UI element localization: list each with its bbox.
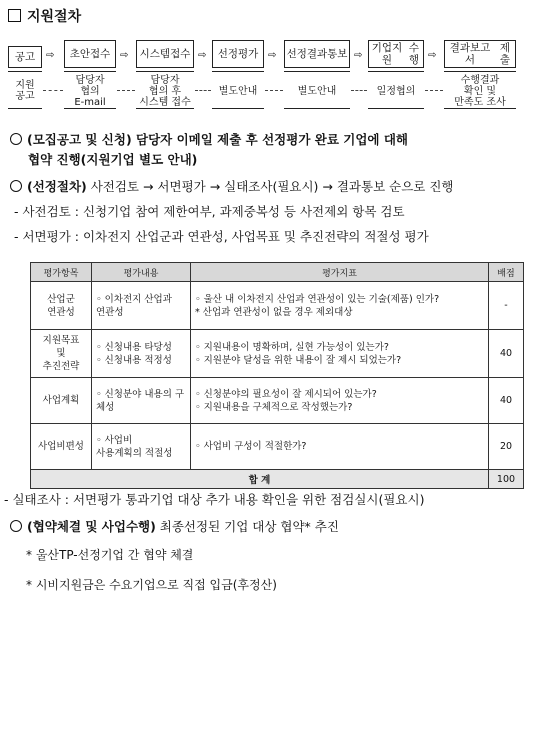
table-row: [31, 282, 524, 330]
flow-step: [136, 40, 194, 109]
flow-step-detail: 담당자 협의 후 시스템 접수: [136, 71, 194, 109]
cell-indicator: ◦ 지원내용이 명확하며, 실현 가능성이 있는가? ◦ 지원분야 달성을 위한 내용이 잘 제시 되었는가?: [191, 330, 489, 378]
cell-item: 사업비편성: [31, 424, 92, 470]
note-agreement: * 울산TP-선정기업 간 협약 체결: [26, 548, 194, 562]
flow-step-detail: 별도안내: [212, 71, 264, 109]
flow-arrow-icon: ⇨: [120, 50, 129, 61]
flow-step: [284, 40, 350, 109]
flow-connector: [43, 90, 63, 91]
cell-indicator: ◦ 사업비 구성이 적절한가?: [191, 424, 489, 470]
cell-score: 40: [489, 378, 524, 424]
para-recruitment: (모집공고 및 신청) 담당자 이메일 제출 후 선정평가 완료 기업에 대해: [10, 131, 408, 149]
flow-step-detail: 수행결과 확인 및 만족도 조사: [444, 71, 516, 109]
para-prereview: - 사전검토 : 신청기업 참여 제한여부, 과제중복성 등 사전제외 항목 검토: [14, 204, 405, 219]
header-indicator: 평가지표: [191, 263, 489, 282]
cell-item: 사업계획: [31, 378, 92, 424]
cell-content: ◦ 이차전지 산업과 연관성: [92, 282, 191, 330]
cell-score: 40: [489, 330, 524, 378]
flow-step-detail: 담당자 협의 E-mail: [64, 71, 116, 109]
section-title: [8, 6, 81, 26]
table-row: [31, 330, 524, 378]
flow-step-header: 선정결과 통보: [284, 40, 350, 68]
para-document-review: - 서면평가 : 이차전지 산업군과 연관성, 사업목표 및 추진전략의 적절성 평가: [14, 229, 429, 244]
table-header-row: [31, 263, 524, 282]
circle-bullet-icon: [10, 180, 22, 192]
cell-score: 20: [489, 424, 524, 470]
flow-arrow-icon: ⇨: [198, 50, 207, 61]
flow-connector: [117, 90, 135, 91]
cell-score: -: [489, 282, 524, 330]
process-flow: [8, 40, 532, 126]
cell-content: ◦ 사업비 사용계획의 적절성: [92, 424, 191, 470]
total-label: 합 계: [31, 470, 489, 489]
header-score: 배점: [489, 263, 524, 282]
para-agreement: (협약체결 및 사업수행) 최종선정된 기업 대상 협약* 추진: [10, 518, 339, 536]
cell-indicator: ◦ 울산 내 이차전지 산업과 연관성이 있는 기술(제품) 인가? * 산업과 연관성이 없을 경우 제외대상: [191, 282, 489, 330]
evaluation-table: [30, 262, 524, 489]
flow-step: [212, 40, 264, 109]
flow-step-header: 공고: [8, 46, 42, 68]
flow-connector: [195, 90, 211, 91]
flow-connector: [265, 90, 283, 91]
cell-item: 지원목표 및 추진전략: [31, 330, 92, 378]
flow-step-detail: 일정협의: [368, 71, 424, 109]
flow-connector: [425, 90, 443, 91]
para-recruitment-line2: 협약 진행(지원기업 별도 안내): [28, 152, 198, 167]
flow-step-detail: 지원 공고: [8, 71, 42, 109]
circle-bullet-icon: [10, 133, 22, 145]
table-total-row: [31, 470, 524, 489]
flow-step: [368, 40, 424, 109]
checkbox-square-icon: [8, 9, 21, 22]
flow-step-header: 기업지원 수행: [368, 40, 424, 68]
flow-step: [444, 40, 516, 109]
flow-arrow-icon: ⇨: [46, 50, 55, 61]
total-score: 100: [489, 470, 524, 489]
flow-step-detail: 별도안내: [284, 71, 350, 109]
flow-arrow-icon: ⇨: [354, 50, 363, 61]
section-title-text: 지원절차: [27, 9, 82, 25]
para-field-inspection: - 실태조사 : 서면평가 통과기업 대상 추가 내용 확인을 위한 점검실시(필요시): [4, 492, 425, 507]
flow-arrow-icon: ⇨: [268, 50, 277, 61]
flow-step-header: 시스템 접수: [136, 40, 194, 68]
flow-step: [8, 40, 42, 109]
flow-connector: [351, 90, 367, 91]
table-row: [31, 424, 524, 470]
flow-step-header: 선정평가: [212, 40, 264, 68]
table-row: [31, 378, 524, 424]
flow-step: [64, 40, 116, 109]
flow-step-header: 결과보고서 제출: [444, 40, 516, 68]
cell-indicator: ◦ 신청분야의 필요성이 잘 제시되어 있는가? ◦ 지원내용을 구체적으로 작성했는가?: [191, 378, 489, 424]
flow-step-header: 초안 접수: [64, 40, 116, 68]
header-content: 평가내용: [92, 263, 191, 282]
cell-content: ◦ 신청내용 타당성 ◦ 신청내용 적정성: [92, 330, 191, 378]
circle-bullet-icon: [10, 520, 22, 532]
cell-item: 산업군 연관성: [31, 282, 92, 330]
para-selection: (선정절차) 사전검토 → 서면평가 → 실태조사(필요시) → 결과통보 순으로 진행: [10, 178, 453, 196]
cell-content: ◦ 신청분야 내용의 구체성: [92, 378, 191, 424]
note-payment: * 시비지원금은 수요기업으로 직접 입금(후정산): [26, 578, 277, 592]
header-item: 평가항목: [31, 263, 92, 282]
flow-arrow-icon: ⇨: [428, 50, 437, 61]
